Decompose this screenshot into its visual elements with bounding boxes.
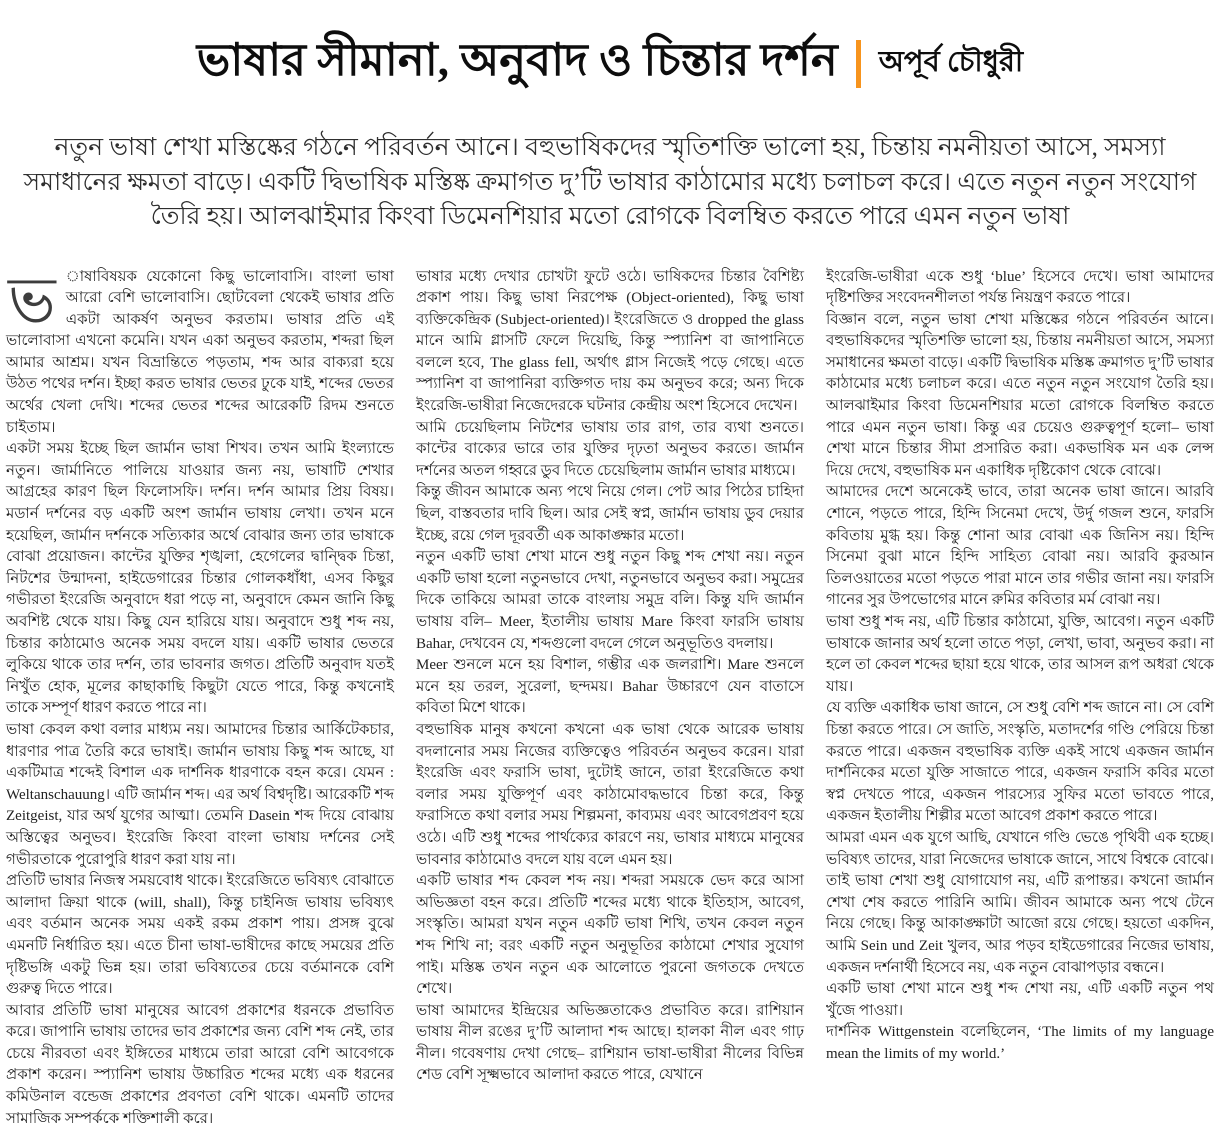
- body-paragraph: আমাদের দেশে অনেকেই ভাবে, তারা অনেক ভাষা জানে। আরবি শোনে, পড়তে পারে, হিন্দি সিনেমা দেখে, উর্দু গজল শুনে, ফারসি কবিতায় মুগ্ধ হয়। কিন্তু শোনা আর বোঝা এক জিনিস নয়। হিন্দি সিনেমা বুঝা মানে হিন্দি সাহিত্য বোঝা নয়। আরবি কুরআন তিলওয়াতের মতো পড়তে পারা মানে তার গভীর জানা নয়। ফারসি গানের সুর উপভোগের মানে রুমির কবিতার মর্ম বোঝা নয়।: [826, 482, 1214, 612]
- opening-text: াষাবিষয়ক যেকোনো কিছু ভালোবাসি। বাংলা ভাষা আরো বেশি ভালোবাসি। ছোটবেলা থেকেই ভাষার প্রতি একটা আকর্ষণ অনুভব করতাম। ভাষার প্রতি এই ভালোবাসা এখনো কমেনি। যখন একা অনুভব করতাম, শব্দরা ছিল আমার আশ্রম। যখন বিভ্রান্তিতে পড়তাম, শব্দ আর বাক্যরা হয়ে উঠত পথের দর্শন। ইচ্ছা করত ভাষার ভেতর ঢুকে যাই, শব্দের ভেতর অর্থের খেলা দেখি। শব্দের ভেতর শব্দের আরেকটি রিদম শুনতে চাইতাম।: [6, 269, 394, 436]
- column-1-paragraphs: [6, 439, 394, 1130]
- column-3: [826, 267, 1214, 1130]
- article-body: [4, 267, 1216, 1130]
- body-paragraph: দার্শনিক Wittgenstein বলেছিলেন, ‘The limits of my language mean the limits of my world.’: [826, 1022, 1214, 1065]
- body-paragraph: ভাষার মধ্যে দেখার চোখটা ফুটে ওঠে। ভাষিকদের চিন্তার বৈশিষ্ট্য প্রকাশ পায়। কিছু ভাষা নিরপেক্ষ (Object-oriented), কিছু ভাষা ব্যক্তিকেন্দ্রিক (Subject-oriented)। ইংরেজিতে ও dropped the glass মানে আমি গ্লাসটি ফেলে দিয়েছি, কিন্তু স্প্যানিশ বা জাপানিতে বললে হবে, The glass fell, অর্থাৎ গ্লাস নিজেই পড়ে গেছে। এতে স্প্যানিশ বা জাপানিরা ব্যক্তিগত দায় কম অনুভব করে; অন্য দিকে ইংরেজি-ভাষীরা নিজেদেরকে ঘটনার কেন্দ্রীয় অংশ হিসেবে দেখেন।: [416, 267, 804, 418]
- author-byline: অপূর্ব চৌধুরী: [879, 39, 1023, 88]
- body-paragraph: যে ব্যক্তি একাধিক ভাষা জানে, সে শুধু বেশি শব্দ জানে না। সে বেশি চিন্তা করতে পারে। সে জাতি, সংস্কৃতি, মতাদর্শের গণ্ডি পেরিয়ে চিন্তা করতে পারে। একজন বহুভাষিক ব্যক্তি একই সাথে একজন জার্মান দার্শনিকের মতো যুক্তি সাজাতে পারে, একজন ফরাসি কবির মতো স্বপ্ন দেখতে পারে, একজন পারস্যের সুফির মতো ভাবতে পারে, একজন ইতালীয় শিল্পীর মতো আবেগ প্রকাশ করতে পারে।: [826, 698, 1214, 828]
- body-paragraph: বহুভাষিক মানুষ কখনো কখনো এক ভাষা থেকে আরেক ভাষায় বদলানোর সময় নিজের ব্যক্তিত্বেও পরিবর্তন অনুভব করেন। যারা ইংরেজি এবং ফরাসি ভাষা, দুটোই জানে, তারা ইংরেজিতে কথা বলার সময় যুক্তিপূর্ণ এবং কাঠামোবদ্ধভাবে চিন্তা করে, কিন্তু ফরাসিতে কথা বলার সময় শিল্পমনা, কাব্যময় এবং আবেগপ্রবণ হয়ে ওঠে। এটি শুধু শব্দের পার্থক্যের কারণে নয়, ভাষার মাধ্যমে মানুষের ভাবনার কাঠামোও বদলে যায় বলে এমন হয়।: [416, 720, 804, 871]
- body-paragraph: আমরা এমন এক যুগে আছি, যেখানে গণ্ডি ভেঙে পৃথিবী এক হচ্ছে। ভবিষ্যৎ তাদের, যারা নিজেদের ভাষাকে জানে, সাথে বিশ্বকে বোঝে। তাই ভাষা শেখা শুধু যোগাযোগ নয়, এটি রূপান্তর। কখনো জার্মান শেখা শেষ করতে পারিনি আমি। জীবন আমাকে অন্য পথে টেনে নিয়ে গেছে। কিন্তু আকাঙ্ক্ষাটা আজো রয়ে গেছে। হয়তো একদিন, আমি Sein und Zeit খুলব, আর পড়ব হাইডেগারের নিজের ভাষায়, একজন দর্শনার্থী হিসেবে নয়, এক নতুন বোঝাপড়ার বন্ধনে।: [826, 828, 1214, 979]
- column-2: [416, 267, 804, 1130]
- body-paragraph: নতুন একটি ভাষা শেখা মানে শুধু নতুন কিছু শব্দ শেখা নয়। নতুন একটি ভাষা হলো নতুনভাবে দেখা, নতুনভাবে অনুভব করা। সমুদ্রের দিকে তাকিয়ে আমরা তাকে বাংলায় সমুদ্র বলি। কিন্তু যদি জার্মান ভাষায় বলি– Meer, ইতালীয় ভাষায় Mare কিংবা ফারসি ভাষায় Bahar, দেখবেন যে, শব্দগুলো বদলে গেলে অনুভূতিও বদলায়।: [416, 547, 804, 655]
- title-separator-bar: [856, 40, 861, 88]
- body-paragraph: ভাষা শুধু শব্দ নয়, এটি চিন্তার কাঠামো, যুক্তি, আবেগ। নতুন একটি ভাষাকে জানার অর্থ হলো তাতে পড়া, লেখা, ভাবা, অনুভব করা। না হলে তা কেবল শব্দের ছায়া হয়ে থাকে, তার আসল রূপ অধরা থেকে যায়।: [826, 612, 1214, 698]
- body-paragraph: একটি ভাষার শব্দ কেবল শব্দ নয়। শব্দরা সময়কে ভেদ করে আসা অভিজ্ঞতা বহন করে। প্রতিটি শব্দের মধ্যে থাকে ইতিহাস, আবেগ, সংস্কৃতি। আমরা যখন নতুন একটি ভাষা শিখি, তখন কেবল নতুন শব্দ শিখি না; বরং একটি নতুন অনুভূতির কাঠামো শেখার সুযোগ পাই। মস্তিষ্ক তখন নতুন এক আলোতে পুরনো জগতকে দেখতে শেখে।: [416, 871, 804, 1001]
- body-paragraph: কিন্তু জীবন আমাকে অন্য পথে নিয়ে গেল। পেট আর পিঠের চাহিদা ছিল, বাস্তবতার দাবি ছিল। আর সেই স্বপ্ন, জার্মান ভাষায় ডুব দেয়ার ইচ্ছে, রয়ে গেল দূরবর্তী এক আকাঙ্ক্ষার মতো।: [416, 482, 804, 547]
- body-paragraph: একটি ভাষা শেখা মানে শুধু শব্দ শেখা নয়, এটি একটি নতুন পথ খুঁজে পাওয়া।: [826, 979, 1214, 1022]
- body-paragraph: প্রতিটি ভাষার নিজস্ব সময়বোধ থাকে। ইংরেজিতে ভবিষ্যৎ বোঝাতে আলাদা ক্রিয়া থাকে (will, shall), কিন্তু চাইনিজ ভাষায় ভবিষ্যৎ এবং বর্তমান অনেক সময় একই রকম প্রকাশ পায়। প্রসঙ্গ বুঝে এমনটি নির্ধারিত হয়। এতে চীনা ভাষা-ভাষীদের কাছে সময়ের প্রতি দৃষ্টিভঙ্গি একটু ভিন্ন হয়। তারা ভবিষ্যতের চেয়ে বর্তমানকে বেশি গুরুত্ব দিতে পারে।: [6, 871, 394, 1001]
- body-paragraph: Meer শুনলে মনে হয় বিশাল, গম্ভীর এক জলরাশি। Mare শুনলে মনে হয় তরল, সুরেলা, ছন্দময়। Bahar উচ্চারণে যেন বাতাসে কবিতা মিশে থাকে।: [416, 655, 804, 720]
- article-header: [4, 26, 1216, 101]
- lead-paragraph: নতুন ভাষা শেখা মস্তিষ্কের গঠনে পরিবর্তন আনে। বহুভাষিকদের স্মৃতিশক্তি ভালো হয়, চিন্তায় নমনীয়তা আসে, সমস্যা সমাধানের ক্ষমতা বাড়ে। একটি দ্বিভাষিক মস্তিষ্ক ক্রমাগত দু’টি ভাষার কাঠামোর মধ্যে চলাচল করে। এতে নতুন নতুন সংযোগ তৈরি হয়। আলঝাইমার কিংবা ডিমেনশিয়ার মতো রোগকে বিলম্বিত করতে পারে এমন নতুন ভাষা: [12, 131, 1208, 235]
- body-paragraph: ভাষা কেবল কথা বলার মাধ্যম নয়। আমাদের চিন্তার আর্কিটেকচার, ধারণার পাত্র তৈরি করে ভাষাই। জার্মান ভাষায় কিছু শব্দ আছে, যা একটিমাত্র শব্দেই বিশাল এক দার্শনিক ধারণাকে বহন করে। যেমন : Weltanschauung। এটি জার্মান শব্দ। এর অর্থ বিশ্বদৃষ্টি। আরেকটি শব্দ Zeitgeist, যার অর্থ যুগের আত্মা। তেমনি Dasein শব্দ দিয়ে বোঝায় অস্তিত্বের অনুভব। ইংরেজি কিংবা বাংলা ভাষায় দর্শনের সেই গভীরতাকে পুরোপুরি ধারণ করা যায় না।: [6, 720, 394, 871]
- opening-paragraph: [6, 267, 394, 440]
- body-paragraph: ভাষা আমাদের ইন্দ্রিয়ের অভিজ্ঞতাকেও প্রভাবিত করে। রাশিয়ান ভাষায় নীল রঙের দু’টি আলাদা শব্দ আছে। হালকা নীল এবং গাঢ় নীল। গবেষণায় দেখা গেছে– রাশিয়ান ভাষা-ভাষীরা নীলের বিভিন্ন শেড বেশি সূক্ষ্মভাবে আলাদা করতে পারে, যেখানে: [416, 1001, 804, 1087]
- page-title: ভাষার সীমানা, অনুবাদ ও চিন্তার দর্শন: [197, 26, 838, 101]
- body-paragraph: আবার প্রতিটি ভাষা মানুষের আবেগ প্রকাশের ধরনকে প্রভাবিত করে। জাপানি ভাষায় তাদের ভাব প্রকাশের জন্য বেশি শব্দ নেই, তার চেয়ে নীরবতা এবং ইঙ্গিতের মাধ্যমে তারা আরো বেশি আবেগকে প্রকাশ করেন। স্প্যানিশ ভাষায় উচ্চারিত শব্দের মধ্যে এক ধরনের কমিউনাল বন্ডেজ প্রকাশের প্রবণতা বেশি থাকে। এমনটি তাদের সামাজিক সম্পর্ককে শক্তিশালী করে।: [6, 1001, 394, 1130]
- column-2-paragraphs: [416, 267, 804, 1088]
- column-3-paragraphs: [826, 267, 1214, 1066]
- body-paragraph: আমি চেয়েছিলাম নিটশের ভাষায় তার রাগ, তার ব্যথা শুনতে। কান্টের বাক্যের ভারে তার যুক্তির দৃঢ়তা অনুভব করতে। জার্মান দর্শনের অতল গহ্বরে ডুব দিতে চেয়েছিলাম জার্মান ভাষার মাধ্যমে।: [416, 418, 804, 483]
- column-1: [6, 267, 394, 1130]
- body-paragraph: একটা সময় ইচ্ছে ছিল জার্মান ভাষা শিখব। তখন আমি ইংল্যান্ডে নতুন। জার্মানিতে পালিয়ে যাওয়ার জন্য নয়, ভাষাটি শেখার আগ্রহের কারণ ছিল ফিলোসফি। দর্শন। দর্শন আমার প্রিয় বিষয়। মডার্ন দর্শনের বড় একটি অংশ জার্মান ভাষায় লেখা। তখন মনে হয়েছিল, জার্মান দর্শনকে সত্যিকার অর্থে বোঝার জন্য তার ভাষাকে বোঝা প্রয়োজন। কান্টের যুক্তির শৃঙ্খলা, হেগেলের দ্বান্দ্বিক চিন্তা, নিটশের উন্মাদনা, হাইডেগারের চিন্তার গোলকধাঁধা, এসব কিছুর গভীরতা ইংরেজি অনুবাদে ধরা পড়ে না, অনুবাদে কেমন জানি কিছু অবশিষ্ট থেকে যায়। কিছু যেন হারিয়ে যায়। অনুবাদে শুধু শব্দ নয়, চিন্তার কাঠামোও অনেক সময় বদলে যায়। একটি ভাষার ভেতরে লুকিয়ে থাকে তার দর্শন, তার ভাবনার জগত। প্রতিটি অনুবাদ যতই নিখুঁত হোক, মূলের কাছাকাছি কিছুটা যেতে পারে, কিন্তু কখনোই তাকে সম্পূর্ণ ধারণ করতে পারে না।: [6, 439, 394, 720]
- drop-cap: ভ: [6, 267, 66, 331]
- body-paragraph: ইংরেজি-ভাষীরা একে শুধু ‘blue’ হিসেবে দেখে। ভাষা আমাদের দৃষ্টিশক্তির সংবেদনশীলতা পর্যন্ত নিয়ন্ত্রণ করতে পারে।: [826, 267, 1214, 310]
- body-paragraph: বিজ্ঞান বলে, নতুন ভাষা শেখা মস্তিষ্কের গঠনে পরিবর্তন আনে। বহুভাষিকদের স্মৃতিশক্তি ভালো হয়, চিন্তায় নমনীয়তা আসে, সমস্যা সমাধানের ক্ষমতা বাড়ে। একটি দ্বিভাষিক মস্তিষ্ক ক্রমাগত দু’টি ভাষার কাঠামোর মধ্যে চলাচল করে। এতে নতুন নতুন সংযোগ তৈরি হয়। আলঝাইমার কিংবা ডিমেনশিয়ার মতো রোগকে বিলম্বিত করতে পারে এমন নতুন ভাষা। কিন্তু এর চেয়েও গুরুত্বপূর্ণ হলো– ভাষা শেখা মানে চিন্তার সীমা প্রসারিত করা। একভাষিক মন এক লেন্স দিয়ে দেখে, বহুভাষিক মন একাধিক দৃষ্টিকোণ থেকে বোঝে।: [826, 310, 1214, 483]
